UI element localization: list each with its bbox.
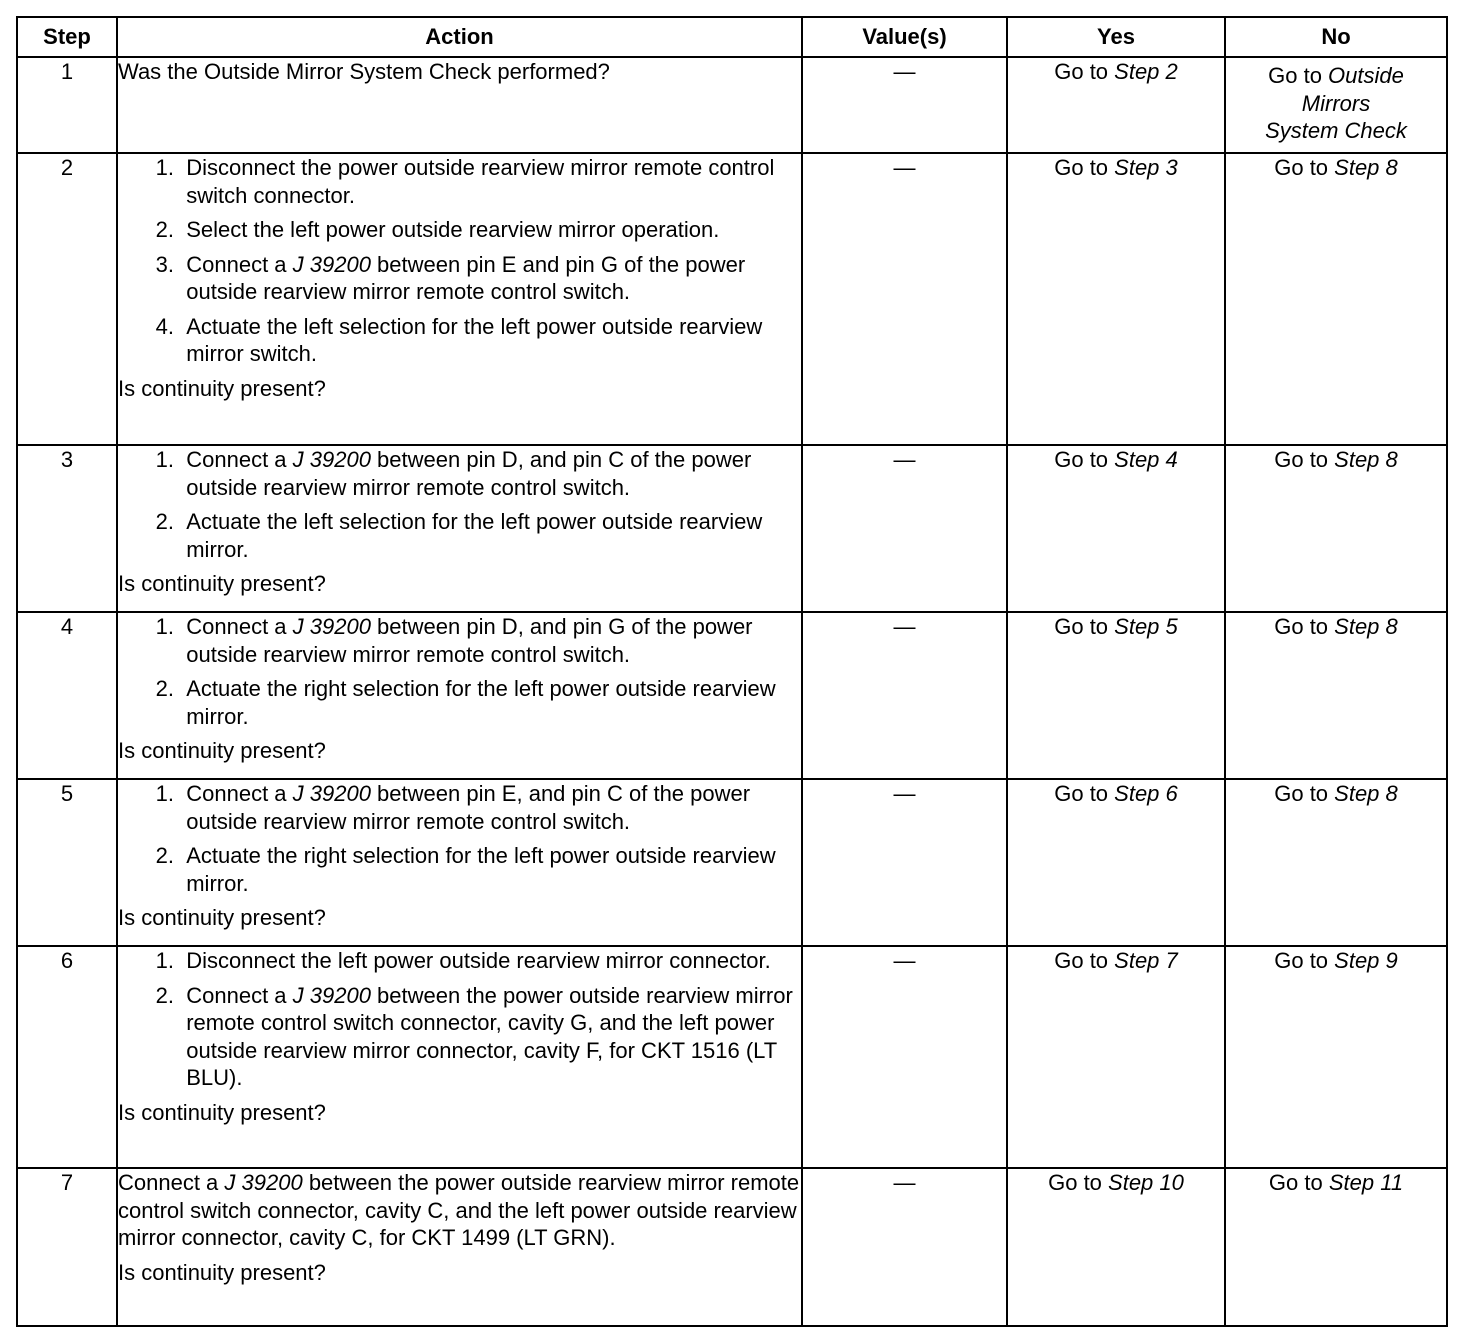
no-cell [1225,1168,1447,1326]
no-prefix: Go to [1274,781,1335,806]
question-text: Is continuity present? [118,905,326,930]
item-number: 1. [155,155,174,180]
header-step: Step [17,17,117,57]
yes-prefix: Go to [1054,59,1115,84]
item-text-pre: Connect a [186,447,293,472]
action-cell [117,779,802,946]
step-number: 3 [17,445,117,612]
no-cell [1225,57,1447,153]
header-no: No [1225,17,1447,57]
list-item [118,947,801,975]
item-number: 2. [155,843,174,868]
no-cell [1225,779,1447,946]
value-cell: — [802,1168,1007,1326]
no-cell [1225,612,1447,779]
action-list [118,780,801,897]
value-cell: — [802,779,1007,946]
no-cell [1225,153,1447,445]
list-item [118,446,801,501]
item-text: Select the left power outside rearview mirror operation. [186,217,720,242]
tool-ref: J 39200 [292,614,371,639]
tool-ref: J 39200 [292,982,371,1008]
yes-cell [1007,153,1225,445]
question-text: Is continuity present? [118,1259,326,1285]
yes-target: Step 5 [1114,614,1178,639]
item-text: Actuate the right selection for the left power outside rearview mirror. [186,676,776,729]
list-item [118,154,801,209]
item-text: Actuate the left selection for the left power outside rearview mirror switch. [186,313,763,366]
no-prefix: Go to [1268,1170,1329,1195]
item-number: 1. [155,948,174,973]
item-text: Disconnect the power outside rearview mirror remote control switch connector. [186,155,775,208]
question-text: Is continuity present? [118,375,326,401]
item-text-post: between pin E and pin G of the power outside rearview mirror remote control switch. [186,251,746,304]
item-number: 1. [155,447,174,472]
yes-target: Step 2 [1114,59,1178,84]
step-number: 5 [17,779,117,946]
yes-prefix: Go to [1054,155,1115,180]
action-cell [117,946,802,1168]
tool-ref: J 39200 [224,1170,303,1195]
action-cell [117,445,802,612]
yes-prefix: Go to [1054,614,1115,639]
yes-target: Step 10 [1108,1170,1184,1195]
action-cell [117,153,802,445]
list-item [118,313,801,368]
no-target: Outside [1328,63,1404,88]
no-prefix: Go to [1268,63,1329,88]
value-cell: — [802,57,1007,153]
diagnostic-table [16,16,1448,1327]
question-text: Is continuity present? [118,1099,326,1125]
action-list [118,613,801,730]
no-target: Step 11 [1328,1170,1404,1195]
header-values: Value(s) [802,17,1007,57]
no-prefix: Go to [1274,155,1335,180]
no-prefix: Go to [1274,447,1335,472]
header-yes: Yes [1007,17,1225,57]
no-target: Mirrors [1301,90,1371,116]
item-number: 2. [155,509,174,534]
table-row [17,445,1447,612]
step-number: 2 [17,153,117,445]
no-prefix: Go to [1274,614,1335,639]
item-text: Actuate the left selection for the left power outside rearview mirror. [186,509,763,562]
item-text [186,613,801,668]
step-number: 7 [17,1168,117,1326]
item-number: 2. [155,982,174,1008]
no-cell [1225,445,1447,612]
yes-cell [1007,1168,1225,1326]
action-text: Was the Outside Mirror System Check performed? [118,59,610,84]
step-number: 4 [17,612,117,779]
item-text-pre: Connect a [186,251,293,277]
action-list [118,947,801,1092]
header-action: Action [117,17,802,57]
no-prefix: Go to [1274,948,1335,973]
list-item [118,982,801,1092]
item-text [186,251,801,306]
item-number: 2. [155,217,174,242]
item-number: 1. [155,614,174,639]
yes-cell [1007,612,1225,779]
table-row [17,57,1447,153]
item-text-pre: Connect a [186,982,293,1008]
action-text-post: between the power outside rearview mirror remote control switch connector, cavity C, and the left power outside rearview mirror connector, cavity C, for CKT 1499 (LT GRN). [118,1170,800,1250]
yes-target: Step 6 [1114,781,1178,806]
no-target: Step 8 [1334,614,1398,639]
question-text: Is continuity present? [118,738,326,763]
no-target: Step 8 [1334,155,1398,180]
item-number: 4. [155,313,174,339]
item-text: Actuate the right selection for the left power outside rearview mirror. [186,843,776,896]
item-text [186,780,801,835]
step-number: 6 [17,946,117,1168]
action-list [118,154,801,368]
yes-target: Step 4 [1114,447,1178,472]
action-cell [117,57,802,153]
tool-ref: J 39200 [292,251,371,277]
step-number: 1 [17,57,117,153]
action-text-pre: Connect a [118,1170,225,1195]
yes-cell [1007,946,1225,1168]
question-text: Is continuity present? [118,571,326,596]
item-text-post: between pin D, and pin G of the power outside rearview mirror remote control switch. [186,614,753,667]
action-text [118,1169,801,1252]
value-cell: — [802,612,1007,779]
list-item [118,780,801,835]
yes-target: Step 7 [1114,948,1178,973]
list-item [118,216,801,244]
list-item [118,842,801,897]
action-cell [117,612,802,779]
no-target: Step 8 [1334,781,1398,806]
item-text-pre: Connect a [186,781,293,806]
yes-prefix: Go to [1048,1170,1109,1195]
yes-cell [1007,57,1225,153]
table-row [17,1168,1447,1326]
item-text [186,446,801,501]
no-cell [1225,946,1447,1168]
yes-prefix: Go to [1054,948,1115,973]
table-row [17,779,1447,946]
tool-ref: J 39200 [292,447,371,472]
yes-target: Step 3 [1114,155,1178,180]
yes-prefix: Go to [1054,781,1115,806]
item-text: Disconnect the left power outside rearview mirror connector. [186,948,771,973]
yes-cell [1007,445,1225,612]
no-target: Step 9 [1334,948,1398,973]
tool-ref: J 39200 [292,781,371,806]
header-row [17,17,1447,57]
value-cell: — [802,445,1007,612]
item-text-post: between pin D, and pin C of the power outside rearview mirror remote control switch. [186,447,752,500]
action-list [118,446,801,563]
list-item [118,613,801,668]
table-row [17,612,1447,779]
item-text [186,982,801,1092]
list-item [118,508,801,563]
item-number: 1. [155,781,174,806]
yes-prefix: Go to [1054,447,1115,472]
value-cell: — [802,153,1007,445]
table-row [17,946,1447,1168]
item-number: 2. [155,676,174,701]
value-cell: — [802,946,1007,1168]
item-text-post: between the power outside rearview mirror remote control switch connector, cavity G, and the left power outside rearview mirror connector, cavity F, for CKT 1516 (LT BLU). [186,982,793,1090]
list-item [118,251,801,306]
yes-cell [1007,779,1225,946]
table-row [17,153,1447,445]
no-target: Step 8 [1334,447,1398,472]
item-number: 3. [155,251,174,277]
no-target: System Check [1265,118,1407,143]
item-text-pre: Connect a [186,614,293,639]
item-text-post: between pin E, and pin C of the power outside rearview mirror remote control switch. [186,781,751,834]
action-cell [117,1168,802,1326]
list-item [118,675,801,730]
